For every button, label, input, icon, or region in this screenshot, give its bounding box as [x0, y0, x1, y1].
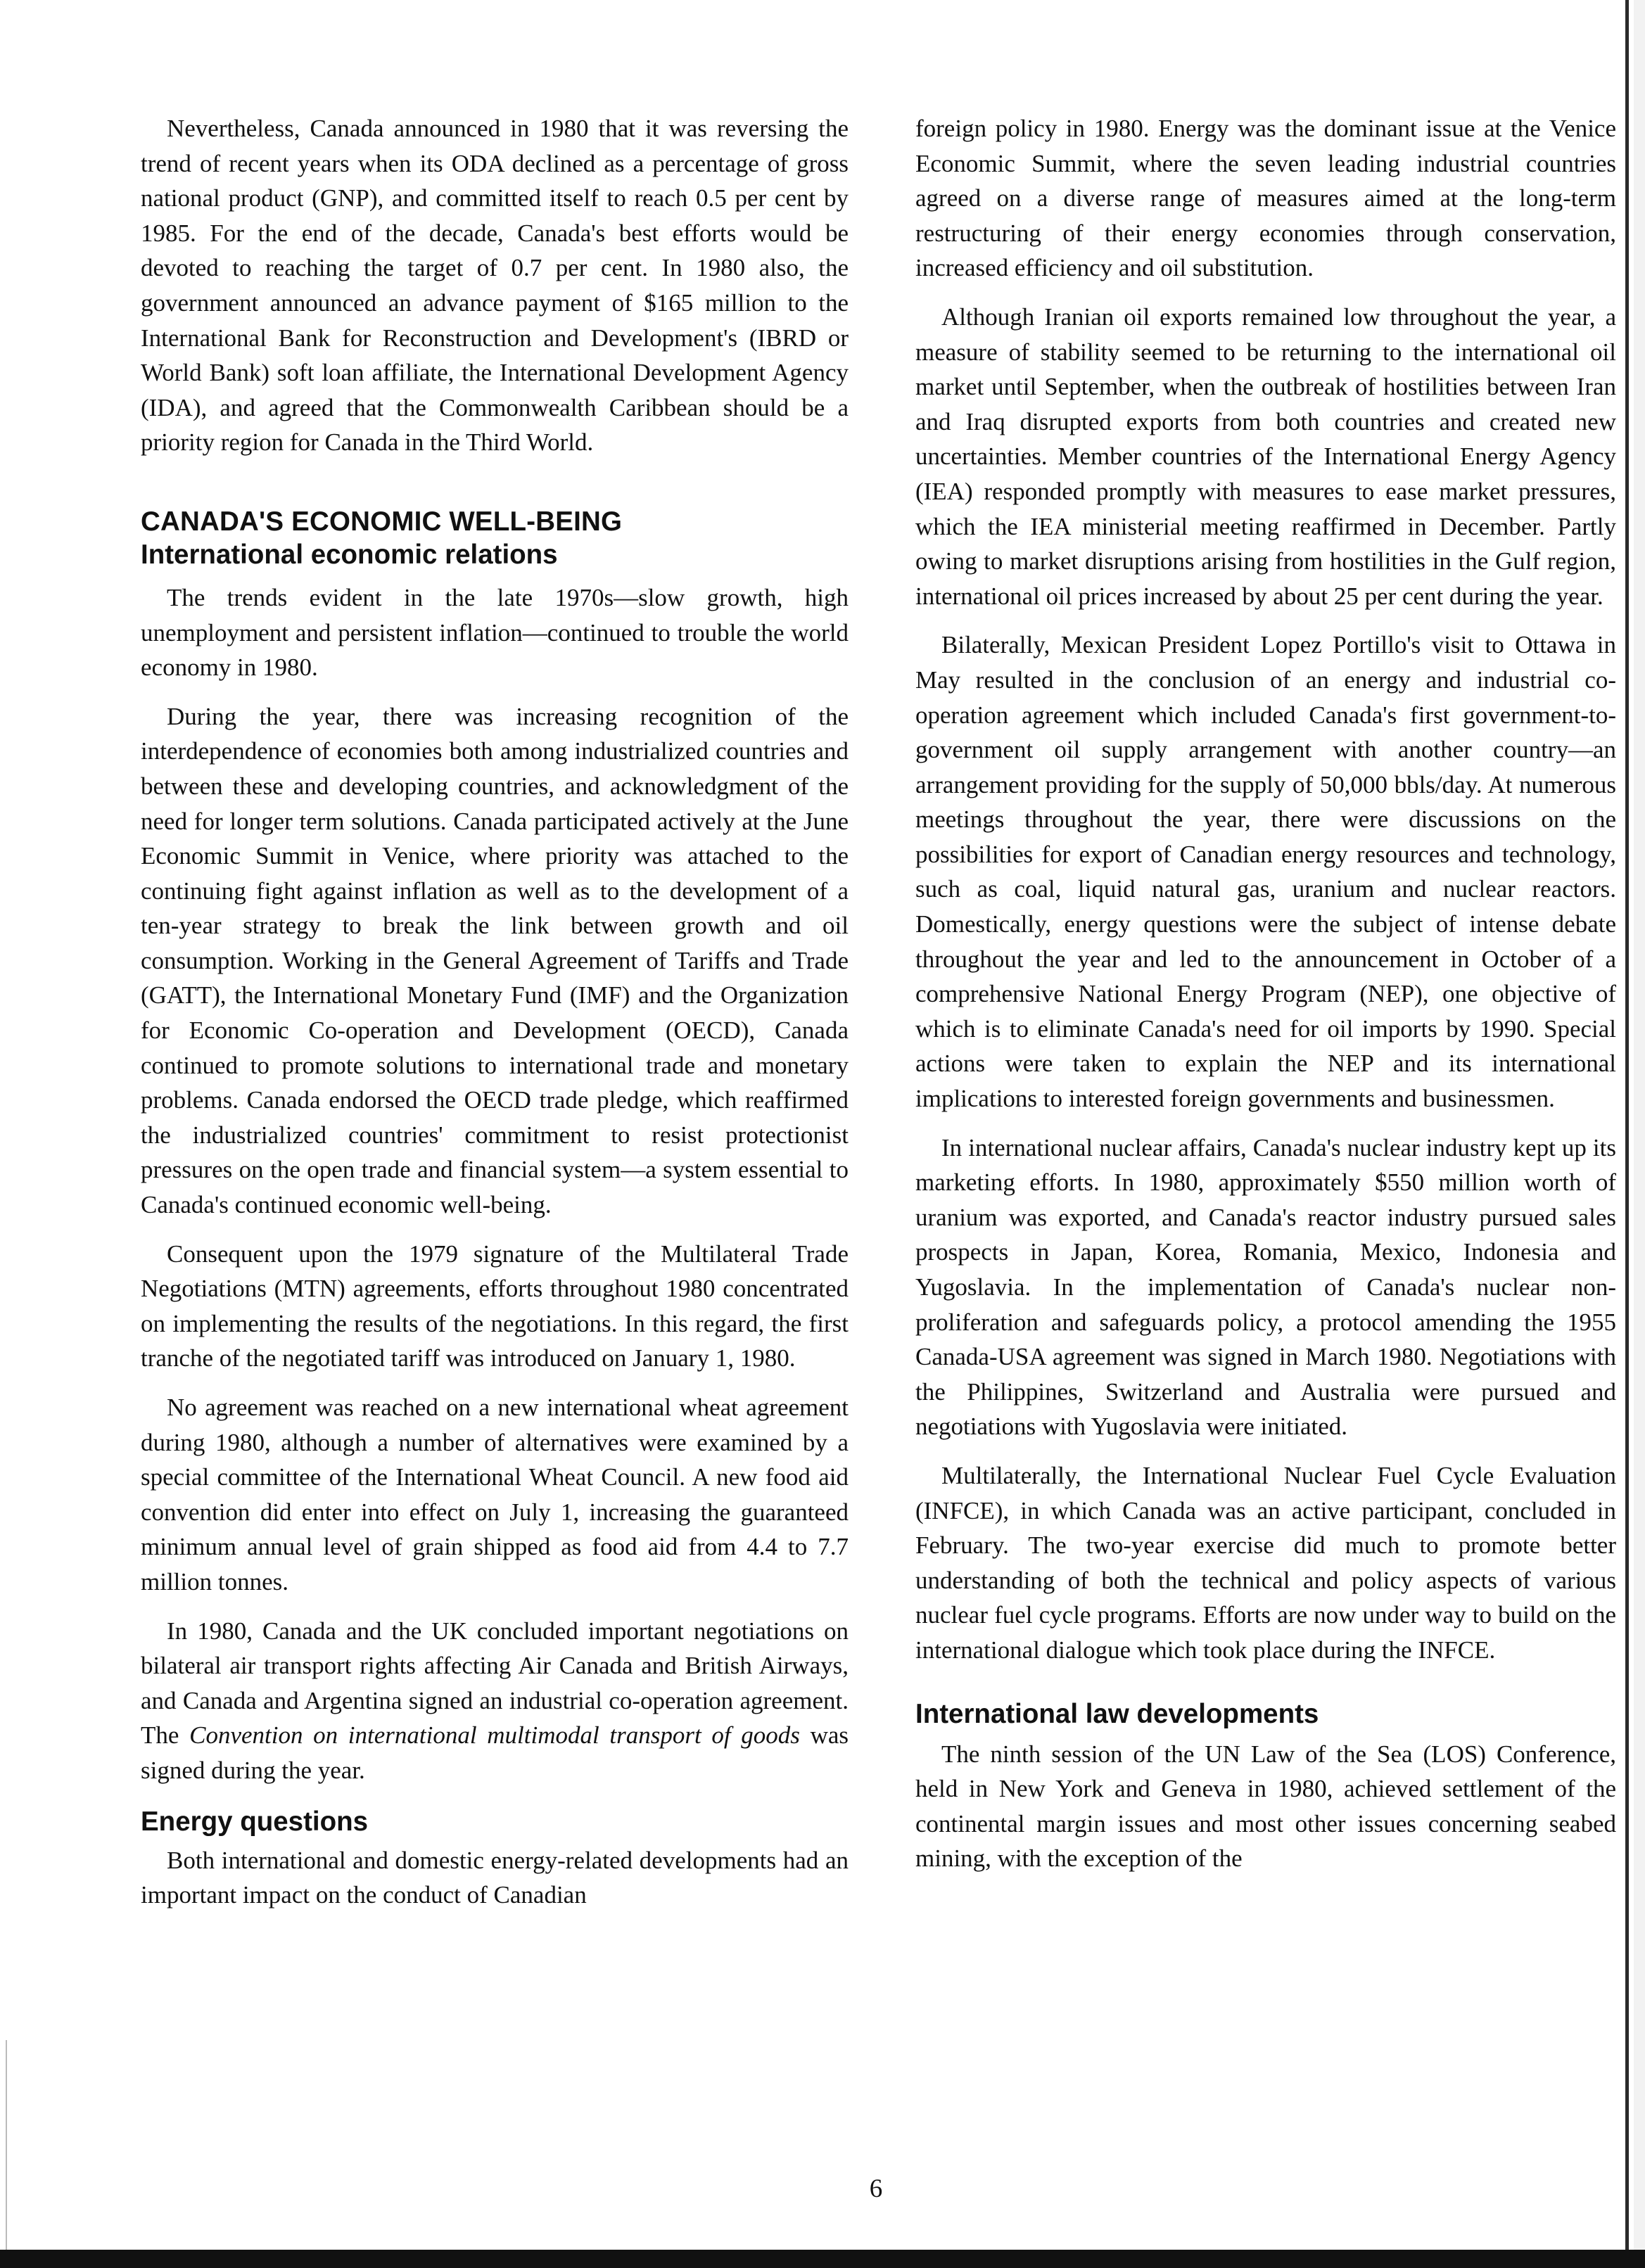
scan-border-bottom [0, 2250, 1645, 2268]
paragraph: No agreement was reached on a new international wheat agreement during 1980, although a number of alternatives were examined by a special committee of the International Wheat Council. A new food aid convention did enter into effect on July 1, increasing the guaranteed minimum annual level of grain shipped as food aid from 4.4 to 7.7 million tonnes. [141, 1394, 849, 1595]
paragraph: Bilaterally, Mexican President Lopez Portillo's visit to Ottawa in May resulted in the conclusion of an energy and industrial co-operation agreement which included Canada's first government-to-government oil supply arrangement with another country—an arrangement providing for the supply of 50,000 bbls/day. At numerous meetings throughout the year, there were discussions on the possibilities for export of Canadian energy resources and technology, such as coal, liquid natural gas, uranium and nuclear reactors. Domestically, energy questions were the subject of intense debate throughout the year and led to the announcement in October of a comprehensive National Energy Program (NEP), one objective of which is to eliminate Canada's need for oil imports by 1990. Special actions were taken to explain the NEP and its international implications to interested foreign governments and businessmen. [915, 631, 1616, 1113]
subsection-heading: International economic relations [141, 539, 558, 570]
page-number: 6 [869, 2174, 883, 2203]
paragraph-text: was signed during the year. [141, 1721, 849, 1784]
paragraph [141, 1614, 849, 1788]
paragraph: The ninth session of the UN Law of the Sea (LOS) Conference, held in New York and Geneva in 1980, achieved settlement of the continental margin issues and most other issues concerning seabed mining, with the exception of the [915, 1740, 1616, 1873]
subsection-heading: Energy questions [141, 1806, 369, 1837]
paragraph: Both international and domestic energy-related developments had an important impact on the conduct of Canadian [141, 1846, 849, 1909]
paragraph: During the year, there was increasing recognition of the interdependence of economies both among industrialized countries and between these and developing countries, and acknowledgment of the need for longer term solutions. Canada participated actively at the June Economic Summit in Venice, where priority was attached to the continuing fight against inflation as well as to the development of a ten-year strategy to break the link between growth and oil consumption. Working in the General Agreement of Tariffs and Trade (GATT), the International Monetary Fund (IMF) and the Organization for Economic Co-operation and Development (OECD), Canada continued to promote solutions to international trade and monetary problems. Canada endorsed the OECD trade pledge, which reaffirmed the industrialized countries' commitment to resist protectionist pressures on the open trade and financial system—a system essential to Canada's continued economic well-being. [141, 702, 849, 1219]
scan-border-right [1625, 0, 1629, 2268]
convention-title: Convention on international multimodal transport of goods [189, 1721, 800, 1750]
scan-mark-left [6, 2040, 7, 2251]
paragraph: The trends evident in the late 1970s—slow growth, high unemployment and persistent inflation—continued to trouble the world economy in 1980. [141, 583, 849, 682]
paragraph-text: In 1980, Canada and the UK concluded important negotiations on bilateral air transport rights affecting Air Canada and British Airways, and Canada and Argentina signed an industrial co-operation agreement. The [141, 1617, 849, 1750]
scan-edge [1634, 0, 1645, 2268]
subsection-heading: International law developments [915, 1698, 1319, 1729]
left-column [141, 111, 849, 1913]
paragraph: Although Iranian oil exports remained low throughout the year, a measure of stability seemed to be returning to the international oil market until September, when the outbreak of hostilities between Iran and Iraq disrupted exports from both countries and created new uncertainties. Member countries of the International Energy Agency (IEA) responded promptly with measures to ease market pressures, which the IEA ministerial meeting reaffirmed in December. Partly owing to market disruptions arising from hostilities in the Gulf region, international oil prices increased by about 25 per cent during the year. [915, 302, 1616, 610]
section-heading: CANADA'S ECONOMIC WELL-BEING [141, 506, 623, 537]
paragraph: Consequent upon the 1979 signature of the Multilateral Trade Negotiations (MTN) agreements, efforts throughout 1980 concentrated on implementing the results of the negotiations. In this regard, the first tranche of the negotiated tariff was introduced on January 1, 1980. [141, 1240, 849, 1372]
paragraph: Multilaterally, the International Nuclear Fuel Cycle Evaluation (INFCE), in which Canada was an active participant, concluded in February. The two-year exercise did much to promote better understanding of both the technical and policy aspects of various nuclear fuel cycle programs. Efforts are now under way to build on the international dialogue which took place during the INFCE. [915, 1461, 1616, 1664]
paragraph: foreign policy in 1980. Energy was the dominant issue at the Venice Economic Summit, where the seven leading industrial countries agreed on a diverse range of measures aimed at the long-term restructuring of their energy economies through conservation, increased efficiency and oil substitution. [915, 115, 1616, 282]
paragraph: Nevertheless, Canada announced in 1980 that it was reversing the trend of recent years when its ODA declined as a percentage of gross national product (GNP), and committed itself to reach 0.5 per cent by 1985. For the end of the decade, Canada's best efforts would be devoted to reaching the target of 0.7 per cent. In 1980 also, the government announced an advance payment of $165 million to the International Bank for Reconstruction and Development's (IBRD or World Bank) soft loan affiliate, the International Development Agency (IDA), and agreed that the Commonwealth Caribbean should be a priority region for Canada in the Third World. [141, 115, 849, 457]
right-column [915, 111, 1616, 1876]
paragraph: In international nuclear affairs, Canada's nuclear industry kept up its marketing efforts. In 1980, approximately $550 million worth of uranium was exported, and Canada's reactor industry pursued sales prospects in Japan, Korea, Romania, Mexico, Indonesia and Yugoslavia. In the implementation of Canada's nuclear non-proliferation and safeguards policy, a protocol amending the 1955 Canada-USA agreement was signed in March 1980. Negotiations with the Philippines, Switzerland and Australia were pursued and negotiations with Yugoslavia were initiated. [915, 1133, 1616, 1441]
